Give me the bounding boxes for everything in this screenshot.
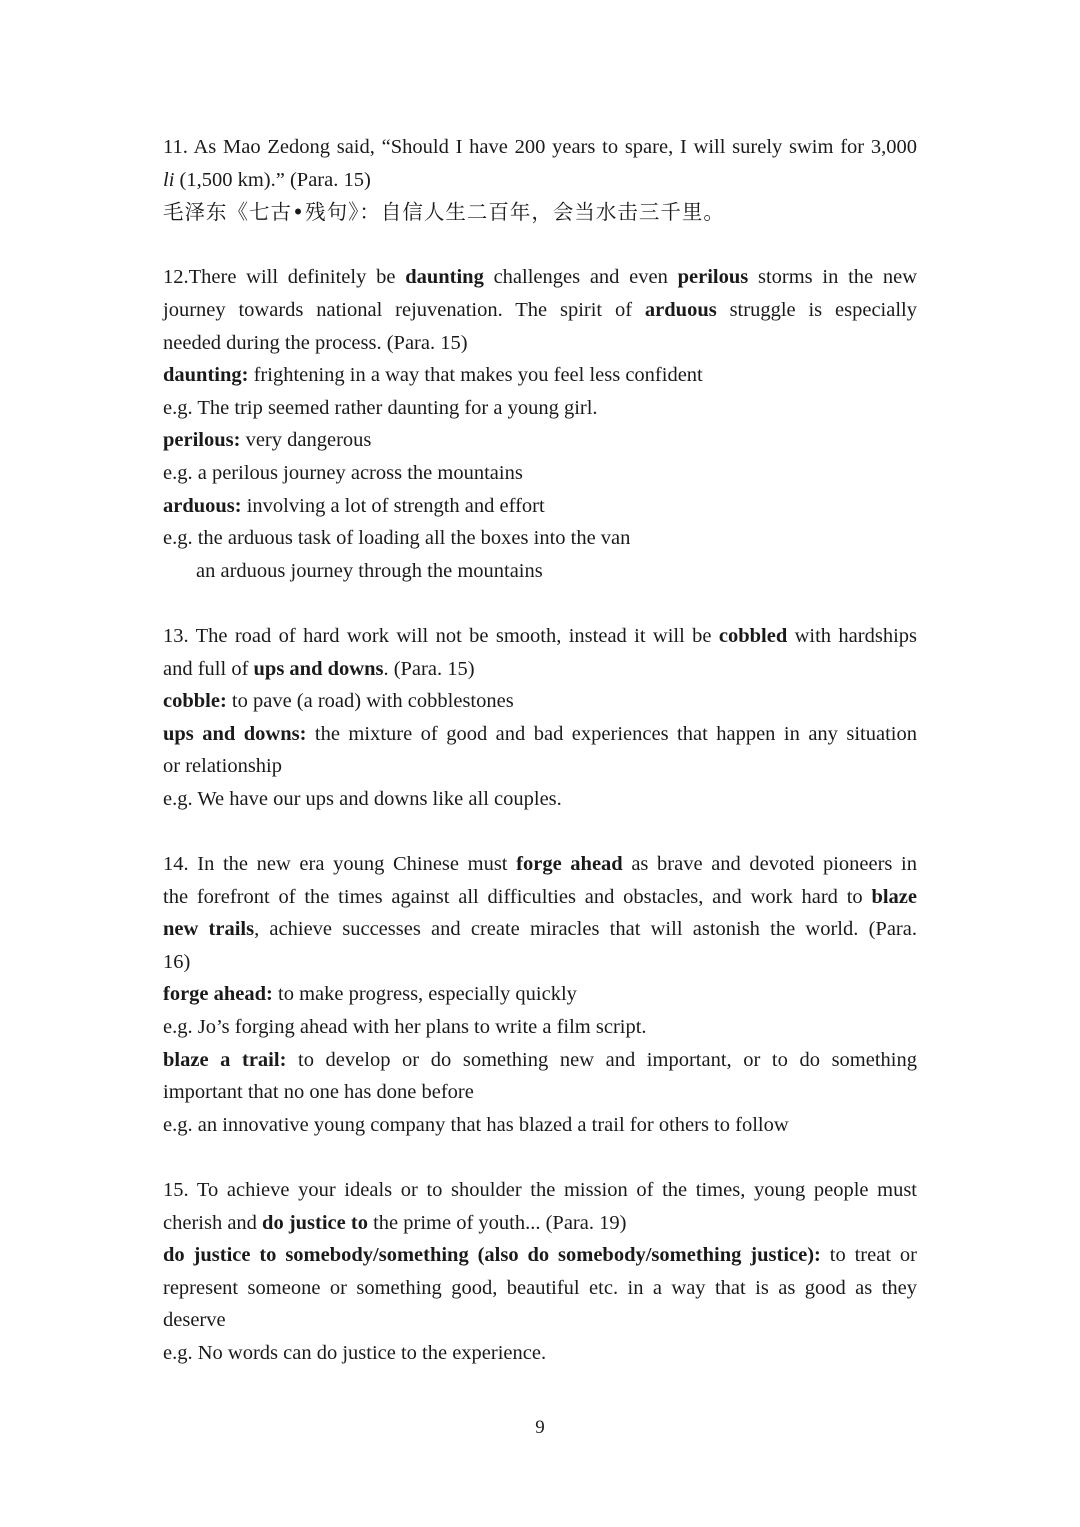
term-cobbled: cobbled bbox=[718, 624, 788, 647]
example-perilous: e.g. a perilous journey across the mountains bbox=[163, 461, 523, 484]
term-blaze: blaze bbox=[871, 885, 917, 908]
term-forge-ahead: forge ahead bbox=[516, 853, 623, 876]
item-11-chinese-quote: 毛泽东《七古•残句》：自信人生二百年，会当水击三千里。 bbox=[163, 200, 725, 225]
term-perilous: perilous bbox=[677, 266, 749, 289]
item-14-sentence-line-2: the forefront of the times against all difficulties and obstacles, and work hard to blaze bbox=[163, 885, 917, 908]
vocab-item-12 bbox=[163, 261, 917, 587]
definition-perilous: perilous: very dangerous bbox=[163, 429, 372, 452]
spacer bbox=[163, 587, 917, 620]
item-14-sentence-line-1: 14. In the new era young Chinese must forge ahead as brave and devoted pioneers in bbox=[163, 853, 917, 876]
example-forge-ahead: e.g. Jo’s forging ahead with her plans to write a film script. bbox=[163, 1016, 647, 1039]
item-11-line-1: 11. As Mao Zedong said, “Should I have 200 years to spare, I will surely swim for 3,000 bbox=[163, 136, 917, 158]
term-do-justice-to: do justice to bbox=[262, 1211, 368, 1234]
spacer bbox=[163, 229, 917, 262]
item-12-sentence-line-3: needed during the process. (Para. 15) bbox=[163, 331, 468, 354]
example-blaze-a-trail: e.g. an innovative young company that has blazed a trail for others to follow bbox=[163, 1113, 789, 1136]
spacer bbox=[163, 815, 917, 848]
definition-blaze-a-trail-cont: important that no one has done before bbox=[163, 1081, 474, 1104]
item-14-sentence-line-4: 16) bbox=[163, 950, 191, 973]
item-12-sentence-line-2: journey towards national rejuvenation. The spirit of arduous struggle is especially bbox=[163, 298, 917, 321]
definition-do-justice-cont-2: deserve bbox=[163, 1309, 226, 1332]
item-11-line-2: li (1,500 km).” (Para. 15) bbox=[163, 168, 371, 191]
definition-cobble: cobble: to pave (a road) with cobblestones bbox=[163, 690, 514, 713]
definition-ups-and-downs-cont: or relationship bbox=[163, 755, 282, 778]
example-daunting: e.g. The trip seemed rather daunting for a young girl. bbox=[163, 396, 598, 419]
term-daunting: daunting bbox=[405, 266, 484, 289]
example-do-justice: e.g. No words can do justice to the experience. bbox=[163, 1341, 547, 1364]
item-11-italic-li: li bbox=[163, 168, 175, 191]
vocab-item-15 bbox=[163, 1174, 917, 1370]
definition-arduous: arduous: involving a lot of strength and effort bbox=[163, 494, 545, 517]
item-15-sentence-line-2: cherish and do justice to the prime of youth... (Para. 19) bbox=[163, 1211, 627, 1234]
vocab-item-11 bbox=[163, 131, 917, 229]
item-14-sentence-line-3: new trails, achieve successes and create miracles that will astonish the world. (Para. bbox=[163, 918, 917, 941]
term-ups-and-downs: ups and downs bbox=[253, 657, 384, 680]
document-page bbox=[163, 131, 917, 1370]
spacer bbox=[163, 1141, 917, 1174]
page-number: 9 bbox=[535, 1417, 545, 1438]
example-arduous-2: an arduous journey through the mountains bbox=[196, 559, 543, 582]
vocab-item-13 bbox=[163, 620, 917, 816]
definition-daunting: daunting: frightening in a way that makes you feel less confident bbox=[163, 364, 703, 387]
item-13-sentence-line-2: and full of ups and downs. (Para. 15) bbox=[163, 657, 475, 680]
item-13-sentence-line-1: 13. The road of hard work will not be smooth, instead it will be cobbled with hardships bbox=[163, 624, 917, 647]
definition-do-justice: do justice to somebody/something (also do somebody/something justice): to treat or bbox=[163, 1244, 917, 1267]
item-12-sentence-line-1: 12.There will definitely be daunting challenges and even perilous storms in the new bbox=[163, 266, 918, 289]
example-ups-and-downs: e.g. We have our ups and downs like all couples. bbox=[163, 787, 562, 810]
term-new-trails: new trails bbox=[163, 918, 255, 941]
definition-do-justice-cont: represent someone or something good, beautiful etc. in a way that is as good as they bbox=[163, 1276, 917, 1299]
example-arduous-1: e.g. the arduous task of loading all the boxes into the van bbox=[163, 527, 631, 550]
definition-blaze-a-trail: blaze a trail: to develop or do something new and important, or to do something bbox=[163, 1048, 917, 1071]
definition-forge-ahead: forge ahead: to make progress, especially quickly bbox=[163, 983, 577, 1006]
vocab-item-14 bbox=[163, 848, 917, 1141]
term-arduous: arduous bbox=[644, 298, 717, 321]
definition-ups-and-downs: ups and downs: the mixture of good and bad experiences that happen in any situation bbox=[163, 722, 917, 745]
item-15-sentence-line-1: 15. To achieve your ideals or to shoulder the mission of the times, young people must bbox=[163, 1179, 917, 1201]
